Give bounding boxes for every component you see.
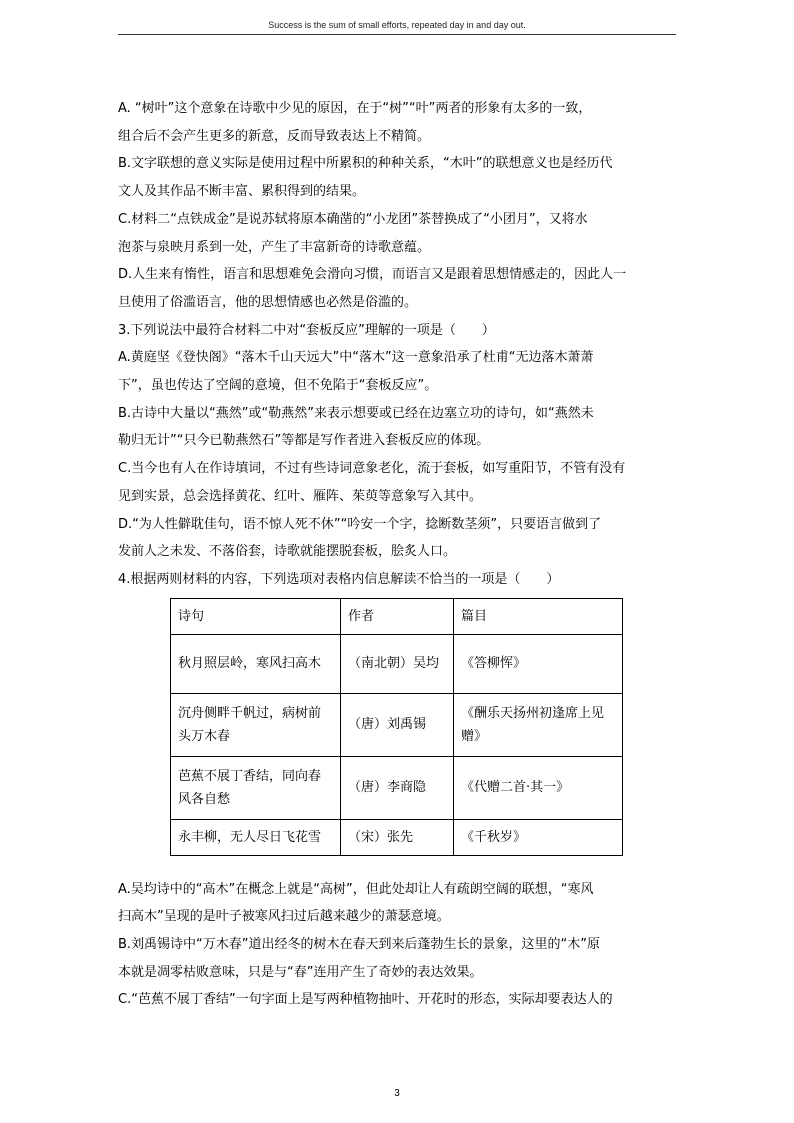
text-line: A.黄庭坚《登快阁》“落木千山天远大”中“落木”这一意象沿承了杜甫“无边落木萧萧 xyxy=(118,350,594,366)
table-cell-title: 《答柳恽》 xyxy=(454,634,623,693)
table-cell-author: （南北朝）吴均 xyxy=(341,634,454,693)
question-options-block-2 xyxy=(118,876,678,1015)
text-line: 扫高木”呈现的是叶子被寒风扫过后越来越少的萧瑟意境。 xyxy=(118,909,450,925)
table-header-row xyxy=(171,598,623,634)
text-line: 下”，虽也传达了空阔的意境，但不免陷于“套板反应”。 xyxy=(118,378,438,394)
text-line: B.文字联想的意义实际是使用过程中所累积的种种关系，“木叶”的联想意义也是经历代 xyxy=(118,156,613,172)
header-divider xyxy=(118,34,676,35)
text-line: 见到实景，总会选择黄花、红叶、雁阵、茱萸等意象写入其中。 xyxy=(118,488,483,504)
text-line: B.刘禹锡诗中“万木春”道出经冬的树木在春天到来后蓬勃生长的景象，这里的“木”原 xyxy=(118,937,600,953)
table-header-cell: 篇目 xyxy=(454,598,623,634)
table-cell-verse: 沉舟侧畔千帆过，病树前头万木春 xyxy=(171,693,341,756)
text-line: 本就是凋零枯败意味，只是与“春”连用产生了奇妙的表达效果。 xyxy=(118,964,483,980)
text-line: D.“为人性僻耽佳句，语不惊人死不休”“吟安一个字，捻断数茎须”，只要语言做到了 xyxy=(118,516,602,532)
table-cell-verse: 永丰柳，无人尽日飞花雪 xyxy=(171,819,341,855)
table-cell-author: （宋）张先 xyxy=(341,819,454,855)
table-cell-verse: 芭蕉不展丁香结，同向春风各自愁 xyxy=(171,756,341,819)
page-header-motto: Success is the sum of small efforts, repeated day in and day out. xyxy=(268,20,526,30)
table-header-cell: 诗句 xyxy=(171,598,341,634)
question-options-block-1 xyxy=(118,95,678,594)
text-line: D.人生来有惰性，语言和思想难免会滑向习惯，而语言又是跟着思想情感走的，因此人一 xyxy=(118,267,627,283)
text-line: C.当今也有人在作诗填词，不过有些诗词意象老化，流于套板，如写重阳节，不管有没有 xyxy=(118,461,626,477)
poetry-table xyxy=(170,598,623,856)
document-body xyxy=(118,95,678,1014)
table-cell-verse: 秋月照层岭，寒风扫高木 xyxy=(171,634,341,693)
table-row xyxy=(171,693,623,756)
question-4-stem: 4.根据两则材料的内容，下列选项对表格内信息解读不恰当的一项是（ ） xyxy=(118,571,560,587)
table-row xyxy=(171,756,623,819)
table-header-cell: 作者 xyxy=(341,598,454,634)
text-line: 文人及其作品不断丰富、累积得到的结果。 xyxy=(118,184,366,200)
text-line: B.古诗中大量以“燕然”或“勒燕然”来表示想要或已经在边塞立功的诗句，如“燕然未 xyxy=(118,405,594,421)
table-cell-author: （唐）李商隐 xyxy=(341,756,454,819)
text-line: 组合后不会产生更多的新意，反而导致表达上不精简。 xyxy=(118,128,431,144)
table-cell-author: （唐）刘禹锡 xyxy=(341,693,454,756)
table-cell-title: 《千秋岁》 xyxy=(454,819,623,855)
page-number: 3 xyxy=(394,1088,400,1099)
table-cell-title: 《代赠二首·其一》 xyxy=(454,756,623,819)
text-line: C.“芭蕉不展丁香结”一句字面上是写两种植物抽叶、开花时的形态，实际却要表达人的 xyxy=(118,992,613,1008)
text-line: 旦使用了俗滥语言，他的思想情感也必然是俗滥的。 xyxy=(118,294,418,310)
table-cell-title: 《酬乐天扬州初逢席上见赠》 xyxy=(454,693,623,756)
question-3-stem: 3.下列说法中最符合材料二中对“套板反应”理解的一项是（ ） xyxy=(118,322,495,338)
poetry-table-wrapper xyxy=(170,598,678,856)
text-line: C.材料二“点铁成金”是说苏轼将原本确凿的“小龙团”茶替换成了“小团月”，又将水 xyxy=(118,211,588,227)
text-line: 勒归无计”“只今已勒燕然石”等都是写作者进入套板反应的体现。 xyxy=(118,433,490,449)
text-line: 泡茶与泉映月系到一处，产生了丰富新奇的诗歌意蕴。 xyxy=(118,239,431,255)
text-line: A. “树叶”这个意象在诗歌中少见的原因，在于“树”“叶”两者的形象有太多的一致， xyxy=(118,101,592,116)
text-line: A.吴均诗中的“高木”在概念上就是“高树”，但此处却让人有疏朗空阔的联想，“寒风 xyxy=(118,881,594,897)
table-row xyxy=(171,634,623,693)
table-row xyxy=(171,819,623,855)
text-line: 发前人之未发、不落俗套，诗歌就能摆脱套板，脍炙人口。 xyxy=(118,544,457,560)
